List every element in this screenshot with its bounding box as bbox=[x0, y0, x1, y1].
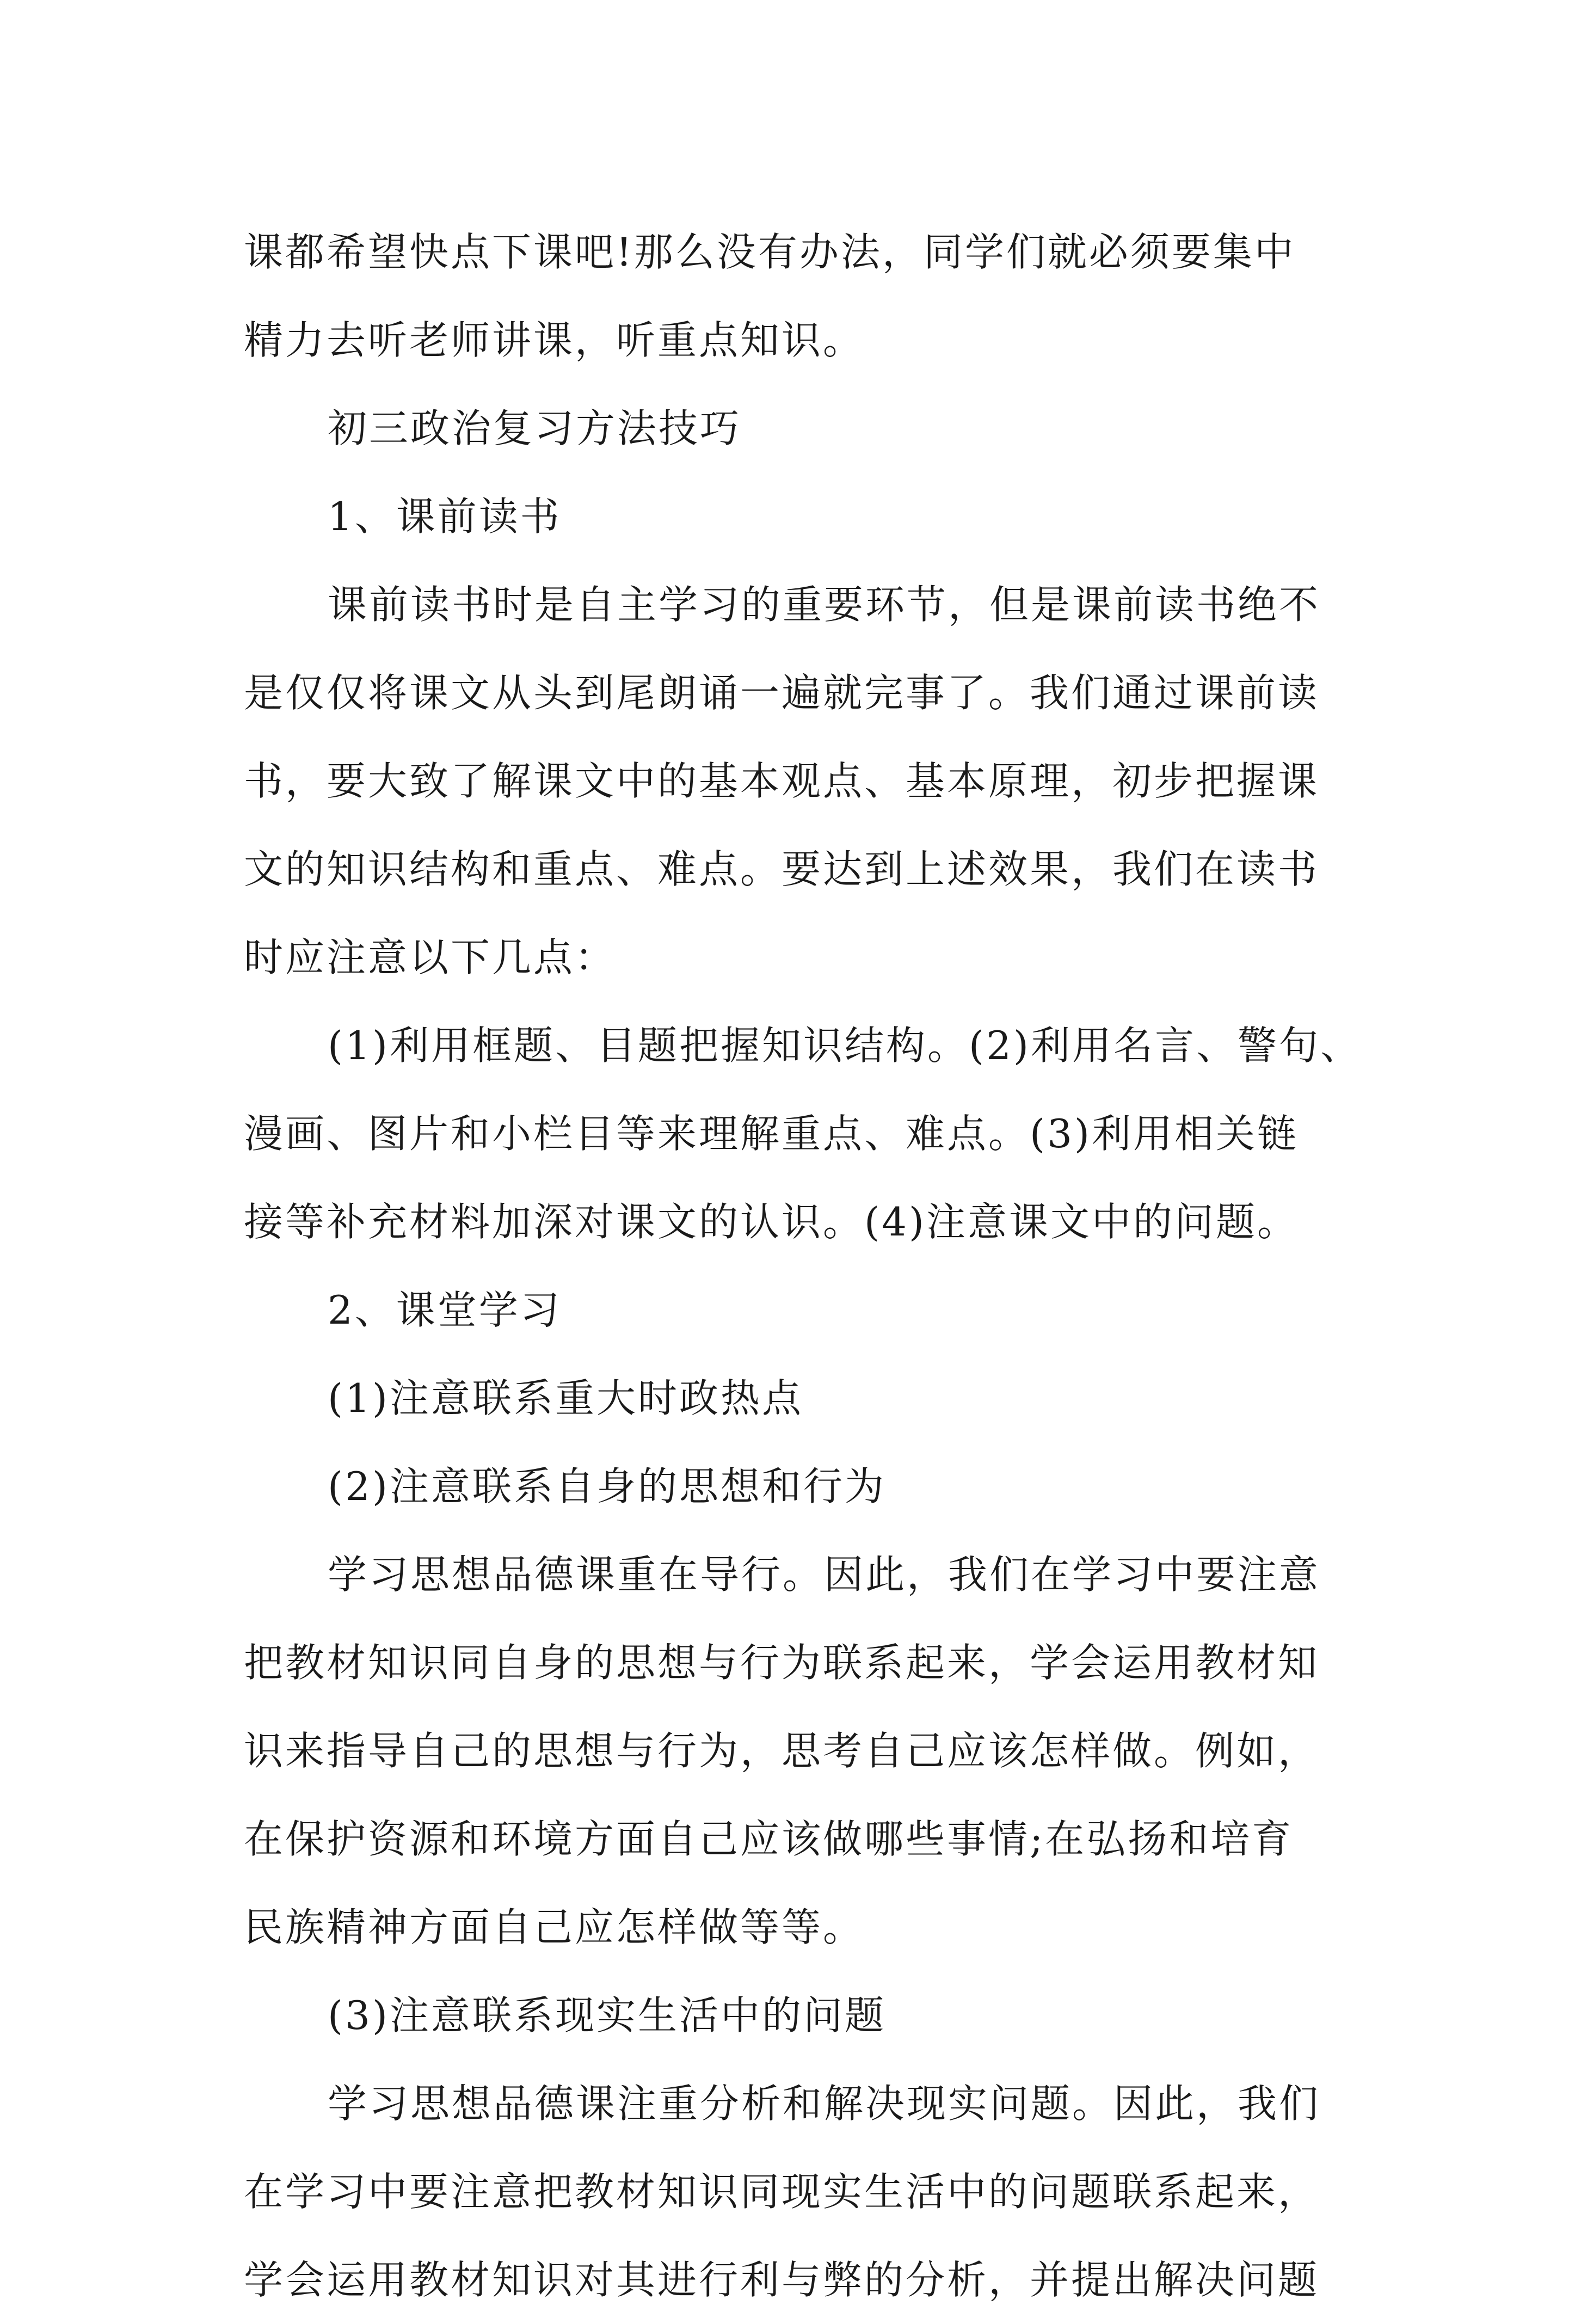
paragraph-line: 学会运用教材知识对其进行利与弊的分析，并提出解决问题 bbox=[244, 2257, 1320, 2303]
paragraph-line: 接等补充材料加深对课文的认识。(4)注意课文中的问题。 bbox=[244, 1199, 1299, 1245]
paragraph-line: 书，要大致了解课文中的基本观点、基本原理，初步把握课 bbox=[244, 758, 1320, 804]
paragraph-line: 在学习中要注意把教材知识同现实生活中的问题联系起来， bbox=[244, 2169, 1320, 2215]
paragraph-line: 课前读书时是自主学习的重要环节，但是课前读书绝不 bbox=[328, 582, 1321, 628]
paragraph-line: 是仅仅将课文从头到尾朗诵一遍就完事了。我们通过课前读 bbox=[244, 670, 1320, 716]
paragraph-line: 文的知识结构和重点、难点。要达到上述效果，我们在读书 bbox=[244, 846, 1320, 892]
subsection-heading: (2)注意联系自身的思想和行为 bbox=[328, 1464, 886, 1509]
text-line: 课都希望快点下课吧!那么没有办法，同学们就必须要集中 bbox=[244, 229, 1296, 275]
paragraph-line: 时应注意以下几点： bbox=[244, 934, 617, 980]
subsection-heading: (3)注意联系现实生活中的问题 bbox=[328, 1993, 886, 2038]
paragraph-line: 民族精神方面自己应怎样做等等。 bbox=[244, 1904, 865, 1950]
paragraph-line: 在保护资源和环境方面自己应该做哪些事情;在弘扬和培育 bbox=[244, 1816, 1294, 1862]
subsection-heading: (1)注意联系重大时政热点 bbox=[328, 1375, 803, 1421]
section-heading: 2、课堂学习 bbox=[328, 1287, 562, 1333]
text-line: 精力去听老师讲课，听重点知识。 bbox=[244, 317, 865, 363]
document-page bbox=[244, 208, 1362, 2324]
paragraph-line: (1)利用框题、目题把握知识结构。(2)利用名言、警句、 bbox=[328, 1023, 1362, 1068]
paragraph-line: 漫画、图片和小栏目等来理解重点、难点。(3)利用相关链 bbox=[244, 1111, 1299, 1157]
paragraph-line: 学习思想品德课重在导行。因此，我们在学习中要注意 bbox=[328, 1552, 1321, 1597]
paragraph-line: 识来指导自己的思想与行为，思考自己应该怎样做。例如， bbox=[244, 1728, 1320, 1774]
section-title: 初三政治复习方法技巧 bbox=[328, 405, 742, 451]
section-heading: 1、课前读书 bbox=[328, 494, 562, 539]
paragraph-line: 把教材知识同自身的思想与行为联系起来，学会运用教材知 bbox=[244, 1640, 1320, 1686]
paragraph-line: 学习思想品德课注重分析和解决现实问题。因此，我们 bbox=[328, 2081, 1321, 2126]
